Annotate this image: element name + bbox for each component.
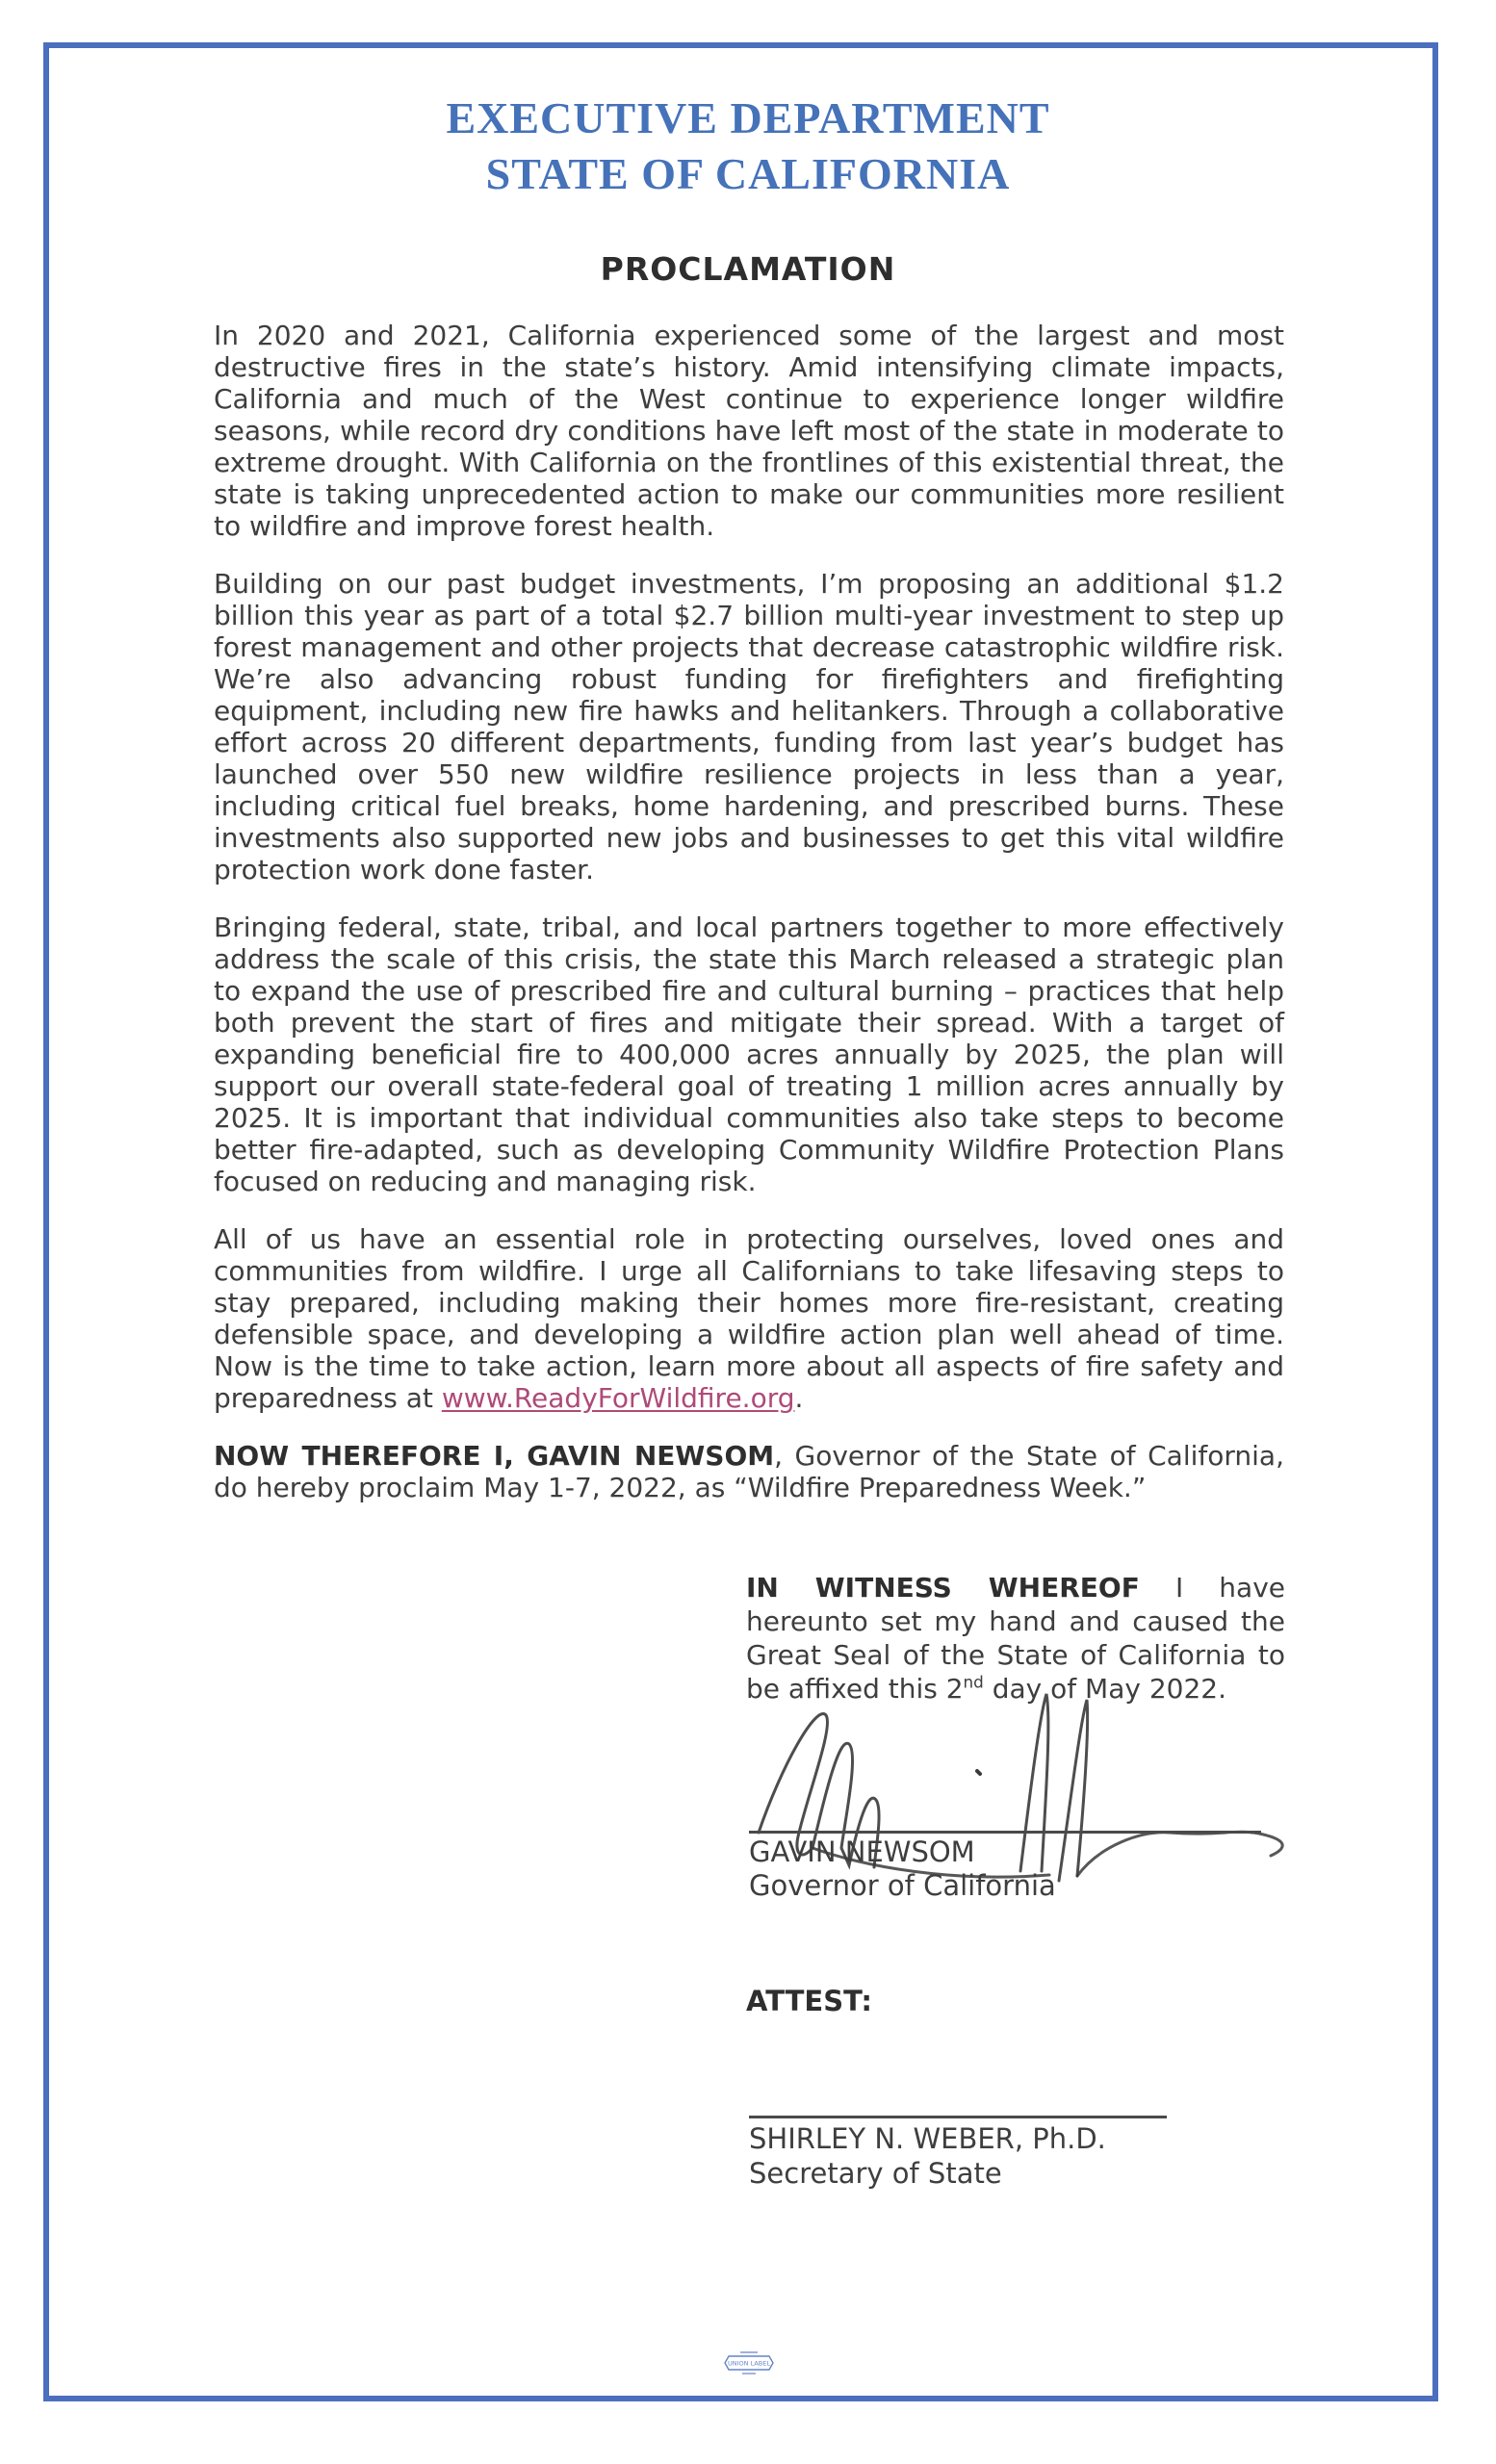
paragraph-3: Bringing federal, state, tribal, and local partners together to more effectively address the scale of this crisis, the state this March released a strategic plan to expand the use of prescribed fire and cultural burning – practices that help both prevent the start of fires and mitigate their spread. With a target of expanding beneficial fire to 400,000 acres annually by 2025, the plan will support our overall state-federal goal of treating 1 million acres annually by 2025. It is important that individual communities also take steps to become better fire-adapted, such as developing Community Wildfire Protection Plans focused on reducing and managing risk.	[214, 911, 1284, 1197]
witness-superscript: nd	[963, 1672, 984, 1692]
governor-title: Governor of California	[749, 1869, 1056, 1902]
ready-for-wildfire-link[interactable]: www.ReadyForWildfire.org	[441, 1382, 795, 1414]
paragraph-2: Building on our past budget investments, I’m proposing an additional $1.2 billion this year as part of a total $2.7 billion multi-year investment to step up forest management and other projects that decrease catastrophic wildfire risk. We’re also advancing robust funding for firefighters and firefighting equipment, including new fire hawks and helitankers. Through a collaborative effort across 20 different departments, funding from last year’s budget has launched over 550 new wildfire resilience projects in less than a year, including critical fuel breaks, home hardening, and prescribed burns. These investments also supported new jobs and businesses to get this vital wildfire protection work done faster.	[214, 568, 1284, 886]
document-header	[0, 90, 1496, 202]
secretary-name: SHIRLEY N. WEBER, Ph.D.	[749, 2122, 1106, 2155]
witness-text-end: day of May 2022.	[983, 1673, 1226, 1705]
witness-text: I have hereunto set my hand and caused the Great Seal of the State of California to be affixed this 2	[746, 1572, 1285, 1705]
governor-name: GAVIN NEWSOM	[749, 1835, 975, 1868]
witness-block	[746, 1571, 1285, 1706]
paragraph-1: In 2020 and 2021, California experienced some of the largest and most destructive fires in the state’s history. Amid intensifying climate impacts, California and much of the West continue to experience longer wildfire seasons, while record dry conditions have left most of the state in moderate to extreme drought. With California on the frontlines of this existential threat, the state is taking unprecedented action to make our communities more resilient to wildfire and improve forest health.	[214, 320, 1284, 542]
proclaim-paragraph	[214, 1440, 1284, 1503]
secretary-signature-line	[749, 2116, 1167, 2118]
proclamation-title: PROCLAMATION	[600, 250, 896, 288]
header-state-of-california: STATE OF CALIFORNIA	[485, 149, 1011, 198]
body-text	[214, 320, 1284, 1529]
secretary-title: Secretary of State	[749, 2157, 1002, 2190]
union-label-stamp	[721, 2345, 777, 2381]
witness-bold-text: IN WITNESS WHEREOF	[746, 1572, 1140, 1604]
proclaim-bold-text: NOW THEREFORE I, GAVIN NEWSOM	[214, 1440, 775, 1472]
proclaim-rest-text: , Governor of the State of California, do hereby proclaim May 1-7, 2022, as “Wildfire Preparedness Week.”	[214, 1440, 1284, 1503]
union-label-text: UNION LABEL	[728, 2359, 770, 2368]
paragraph-4-text: All of us have an essential role in protecting ourselves, loved ones and communities from wildfire. I urge all Californians to take lifesaving steps to stay prepared, including making their homes more fire-resistant, creating defensible space, and developing a wildfire action plan well ahead of time. Now is the time to take action, learn more about all aspects of fire safety and preparedness at	[214, 1223, 1284, 1414]
attest-label: ATTEST:	[746, 1985, 872, 2017]
paragraph-4	[214, 1223, 1284, 1414]
governor-signature-line	[749, 1831, 1261, 1834]
paragraph-4-period: .	[794, 1382, 804, 1414]
header-executive-department: EXECUTIVE DEPARTMENT	[446, 93, 1050, 142]
